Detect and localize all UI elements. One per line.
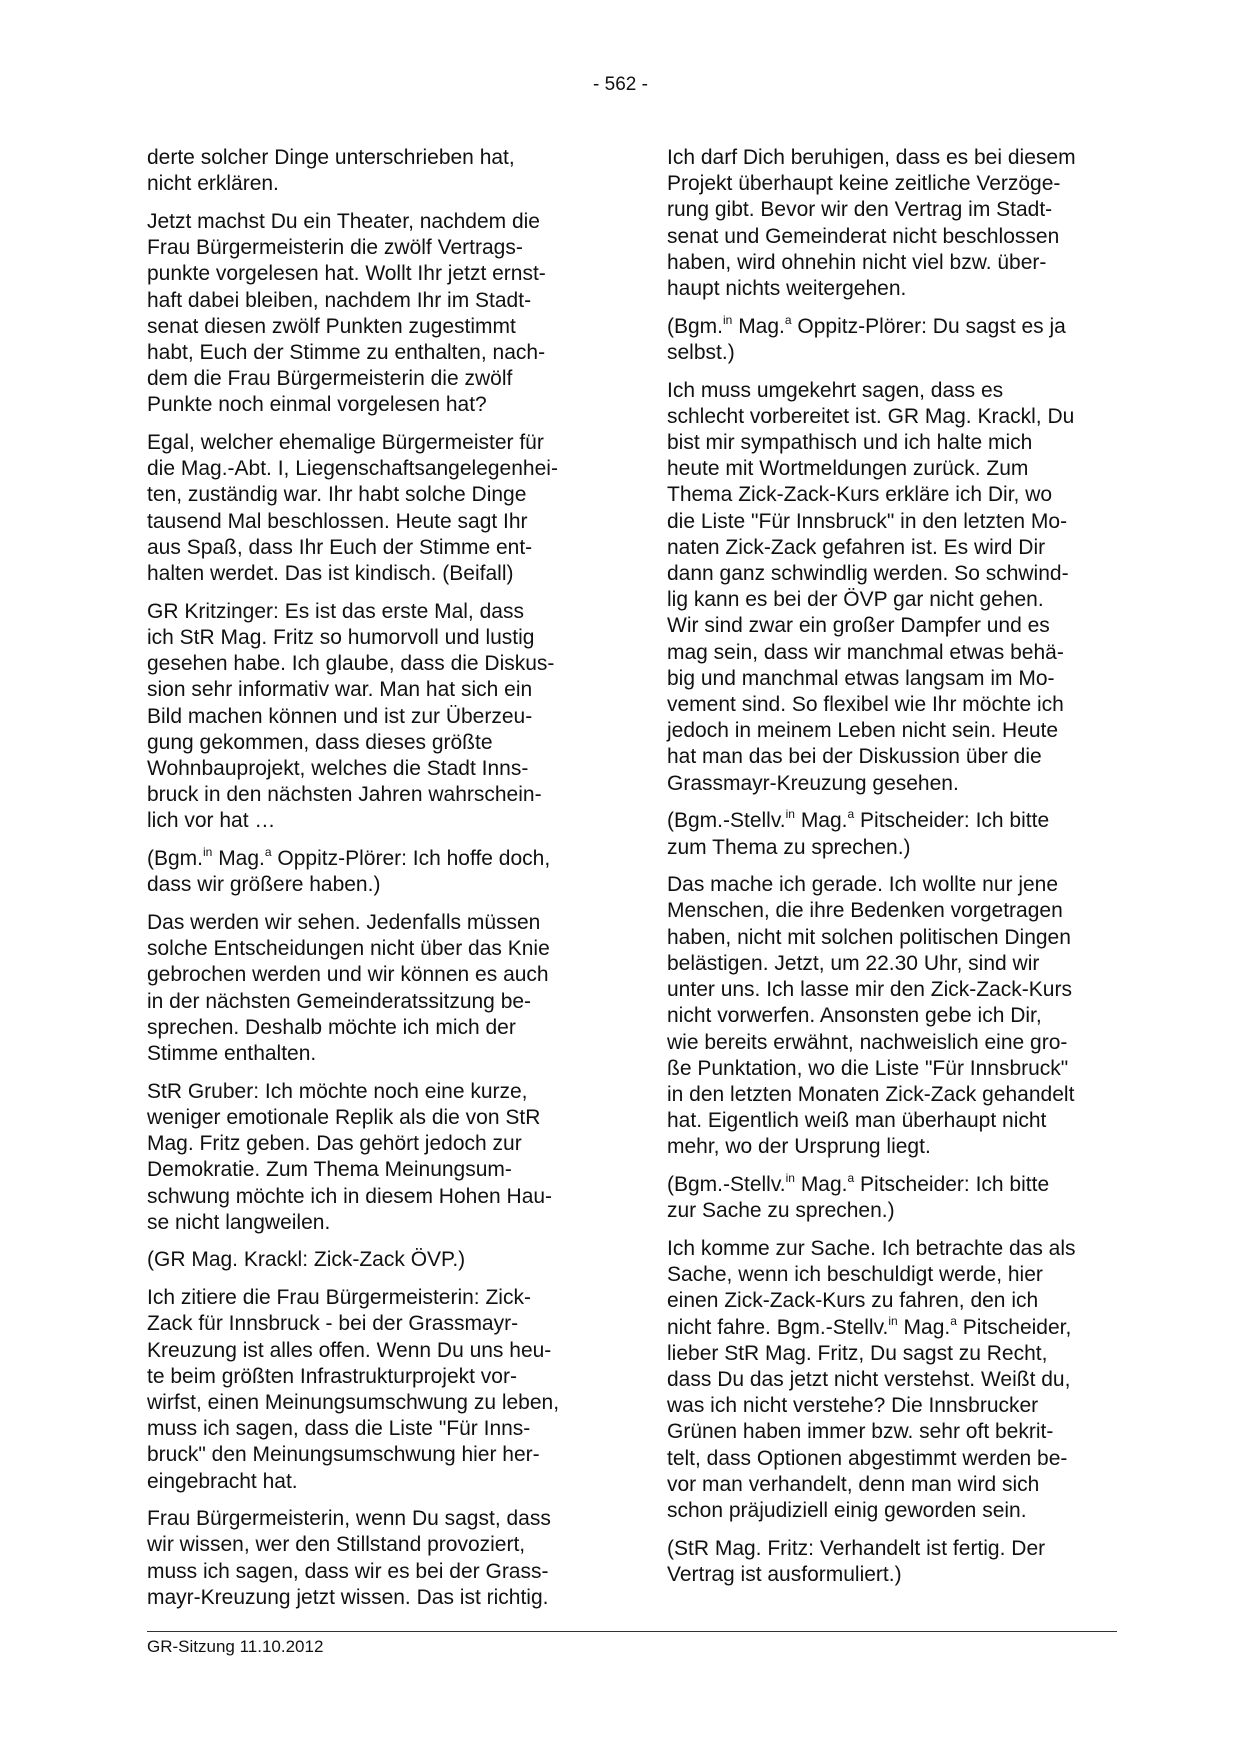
text-line: hat. Eigentlich weiß man überhaupt nicht (667, 1109, 1047, 1133)
text-line: lieber StR Mag. Fritz, Du sagst zu Recht, (667, 1341, 1048, 1365)
text-line: dass wir größere haben.) (147, 873, 381, 897)
text-line: senat diesen zwölf Punkten zugestimmt (147, 314, 516, 338)
paragraph (147, 1285, 597, 1495)
text-line: haupt nichts weitergehen. (667, 277, 907, 301)
text-line: (Bgm.$^{in}$ Mag.$^a$ Oppitz-Plörer: Ich hoffe doch, (147, 845, 551, 871)
text-line: Bild machen können und ist zur Überzeu- (147, 704, 533, 728)
text-line: Wir sind zwar ein großer Dampfer und es (667, 614, 1050, 638)
text-line: Sache, wenn ich beschuldigt werde, hier (667, 1263, 1043, 1287)
text-line: (Bgm.-Stellv.$^{in}$ Mag.$^a$ Pitscheider: Ich bitte (667, 1171, 1050, 1197)
text-line: Das werden wir sehen. Jedenfalls müssen (147, 910, 541, 934)
text-line: Wohnbauprojekt, welches die Stadt Inns- (147, 756, 529, 780)
text-line: (StR Mag. Fritz: Verhandelt ist fertig. Der (667, 1536, 1046, 1560)
text-line: (Bgm.$^{in}$ Mag.$^a$ Oppitz-Plörer: Du sagst es ja (667, 312, 1066, 338)
text-line: einen Zick-Zack-Kurs zu fahren, den ich (667, 1289, 1039, 1313)
text-line: Das mache ich gerade. Ich wollte nur jene (667, 873, 1059, 897)
text-line: sion sehr informativ war. Man hat sich ein (147, 678, 533, 702)
text-line: Menschen, die ihre Bedenken vorgetragen (667, 899, 1063, 923)
text-line: Frau Bürgermeisterin die zwölf Vertrags- (147, 236, 523, 260)
text-line: nicht fahre. Bgm.-Stellv.$^{in}$ Mag.$^a$ Pitscheider, (667, 1313, 1072, 1339)
text-line: Vertrag ist ausformuliert.) (667, 1562, 902, 1586)
text-line: Zack für Innsbruck - bei der Grassmayr- (147, 1312, 519, 1336)
text-line: naten Zick-Zack gefahren ist. Es wird Dir (667, 535, 1046, 559)
paragraph (147, 430, 597, 587)
text-line: vor man verhandelt, denn man wird sich (667, 1472, 1040, 1496)
text-line: Jetzt machst Du ein Theater, nachdem die (147, 209, 540, 233)
text-line: weniger emotionale Replik als die von StR (147, 1105, 541, 1129)
paragraph (667, 808, 1117, 860)
text-line: ße Punktation, wo die Liste "Für Innsbruck" (667, 1056, 1069, 1080)
paragraph (147, 145, 597, 197)
text-line: Kreuzung ist alles offen. Wenn Du uns heu- (147, 1338, 552, 1362)
paragraph (667, 872, 1117, 1160)
text-line: bruck in den nächsten Jahren wahrschein- (147, 783, 542, 807)
text-line: dann ganz schwindlig werden. So schwind- (667, 562, 1069, 586)
paragraph (147, 599, 597, 835)
text-line: die Mag.-Abt. I, Liegenschaftsangelegenhei- (147, 457, 558, 481)
text-line: GR Kritzinger: Es ist das erste Mal, dass (147, 599, 524, 623)
text-line: muss ich sagen, dass die Liste "Für Inns- (147, 1417, 531, 1441)
text-line: mag sein, dass wir manchmal etwas behä- (667, 640, 1064, 664)
right-column (667, 145, 1117, 1600)
paragraph (667, 145, 1117, 302)
text-line: big und manchmal etwas langsam im Mo- (667, 666, 1055, 690)
text-line: Frau Bürgermeisterin, wenn Du sagst, dass (147, 1507, 551, 1531)
text-line: hat man das bei der Diskussion über die (667, 745, 1042, 769)
text-line: lig kann es bei der ÖVP gar nicht gehen. (667, 588, 1044, 612)
text-line: Ich darf Dich beruhigen, dass es bei diesem (667, 146, 1076, 169)
text-line: derte solcher Dinge unterschrieben hat, (147, 146, 515, 169)
text-line: nicht erklären. (147, 172, 279, 196)
page-number: - 562 - (593, 74, 648, 95)
paragraph (147, 1079, 597, 1236)
text-line: habt, Euch der Stimme zu enthalten, nach- (147, 340, 546, 364)
text-line: die Liste "Für Innsbruck" in den letzten Mo- (667, 509, 1068, 533)
text-line: se nicht langweilen. (147, 1210, 331, 1234)
text-line: ich StR Mag. Fritz so humorvoll und lustig (147, 625, 535, 649)
text-line: lich vor hat … (147, 809, 276, 833)
footer-divider (147, 1631, 1117, 1632)
text-line: eingebracht hat. (147, 1469, 298, 1493)
text-line: nicht vorwerfen. Ansonsten gebe ich Dir, (667, 1004, 1042, 1028)
text-line: (Bgm.-Stellv.$^{in}$ Mag.$^a$ Pitscheider: Ich bitte (667, 807, 1050, 833)
text-line: Mag. Fritz geben. Das gehört jedoch zur (147, 1132, 522, 1156)
text-line: Ich muss umgekehrt sagen, dass es (667, 378, 1004, 402)
text-line: Stimme enthalten. (147, 1042, 317, 1065)
text-line: te beim größten Infrastrukturprojekt vor- (147, 1364, 517, 1388)
text-line: rung gibt. Bevor wir den Vertrag im Stadt- (667, 198, 1053, 222)
text-line: gung gekommen, dass dieses größte (147, 730, 493, 754)
text-line: in den letzten Monaten Zick-Zack gehandelt (667, 1082, 1075, 1106)
paragraph (667, 378, 1117, 797)
text-line: Egal, welcher ehemalige Bürgermeister für (147, 431, 544, 455)
text-line: unter uns. Ich lasse mir den Zick-Zack-Kurs (667, 978, 1072, 1002)
text-line: heute mit Wortmeldungen zurück. Zum (667, 457, 1029, 481)
text-line: bist mir sympathisch und ich halte mich (667, 431, 1033, 455)
text-line: gesehen habe. Ich glaube, dass die Diskus- (147, 652, 555, 676)
paragraph (667, 314, 1117, 366)
left-column (147, 145, 597, 1623)
text-line: Grünen haben immer bzw. sehr oft bekrit- (667, 1420, 1054, 1444)
text-line: halten werdet. Das ist kindisch. (Beifall) (147, 562, 514, 586)
paragraph (147, 1506, 597, 1611)
text-line: telt, dass Optionen abgestimmt werden be- (667, 1446, 1068, 1470)
text-line: jedoch in meinem Leben nicht sein. Heute (667, 719, 1059, 743)
text-line: zum Thema zu sprechen.) (667, 835, 911, 859)
text-line: haft dabei bleiben, nachdem Ihr im Stadt- (147, 288, 532, 312)
paragraph (147, 846, 597, 898)
text-line: Punkte noch einmal vorgelesen hat? (147, 393, 487, 417)
text-line: Projekt überhaupt keine zeitliche Verzöge- (667, 172, 1061, 196)
text-line: in der nächsten Gemeinderatssitzung be- (147, 989, 532, 1013)
text-line: wir wissen, wer den Stillstand provoziert, (147, 1533, 526, 1557)
text-line: gebrochen werden und wir können es auch (147, 963, 549, 987)
text-line: vement sind. So flexibel wie Ihr möchte ich (667, 693, 1064, 717)
text-line: dem die Frau Bürgermeisterin die zwölf (147, 367, 513, 391)
text-line: sprechen. Deshalb möchte ich mich der (147, 1015, 516, 1039)
text-line: Grassmayr-Kreuzung gesehen. (667, 771, 959, 795)
paragraph (667, 1536, 1117, 1588)
text-line: mehr, wo der Ursprung liegt. (667, 1135, 931, 1159)
text-line: was ich nicht verstehe? Die Innsbrucker (667, 1394, 1039, 1418)
text-line: ten, zuständig war. Ihr habt solche Dinge (147, 483, 527, 507)
text-line: wirfst, einen Meinungsumschwung zu leben, (147, 1390, 560, 1414)
paragraph (147, 910, 597, 1067)
text-line: muss ich sagen, dass wir es bei der Grass- (147, 1559, 549, 1583)
paragraph (147, 209, 597, 419)
text-line: StR Gruber: Ich möchte noch eine kurze, (147, 1079, 528, 1103)
paragraph (147, 1247, 597, 1273)
text-line: Demokratie. Zum Thema Meinungsum- (147, 1158, 512, 1182)
text-line: mayr-Kreuzung jetzt wissen. Das ist richtig. (147, 1585, 549, 1609)
text-line: bruck" den Meinungsumschwung hier her- (147, 1443, 540, 1467)
text-line: senat und Gemeinderat nicht beschlossen (667, 224, 1060, 248)
text-line: schlecht vorbereitet ist. GR Mag. Krackl, Du (667, 404, 1075, 428)
text-line: Thema Zick-Zack-Kurs erkläre ich Dir, wo (667, 483, 1053, 507)
text-line: tausend Mal beschlossen. Heute sagt Ihr (147, 509, 528, 533)
footer-session-date: GR-Sitzung 11.10.2012 (147, 1637, 324, 1656)
text-line: dass Du das jetzt nicht verstehst. Weißt du, (667, 1367, 1071, 1391)
text-line: haben, nicht mit solchen politischen Dingen (667, 925, 1071, 949)
text-line: (GR Mag. Krackl: Zick-Zack ÖVP.) (147, 1248, 466, 1272)
text-line: aus Spaß, dass Ihr Euch der Stimme ent- (147, 535, 533, 559)
text-line: Ich komme zur Sache. Ich betrachte das als (667, 1236, 1076, 1260)
text-line: haben, wird ohnehin nicht viel bzw. über- (667, 250, 1047, 274)
text-line: schwung möchte ich in diesem Hohen Hau- (147, 1184, 553, 1208)
text-line: selbst.) (667, 340, 735, 364)
text-line: Ich zitiere die Frau Bürgermeisterin: Zick- (147, 1286, 531, 1310)
text-line: zur Sache zu sprechen.) (667, 1199, 895, 1223)
text-line: wie bereits erwähnt, nachweislich eine gro- (667, 1030, 1068, 1054)
paragraph (667, 1236, 1117, 1524)
paragraph (667, 1172, 1117, 1224)
text-line: solche Entscheidungen nicht über das Knie (147, 937, 550, 961)
text-line: punkte vorgelesen hat. Wollt Ihr jetzt ernst- (147, 262, 546, 286)
text-line: belästigen. Jetzt, um 22.30 Uhr, sind wir (667, 951, 1040, 975)
text-line: schon präjudiziell einig geworden sein. (667, 1498, 1027, 1522)
